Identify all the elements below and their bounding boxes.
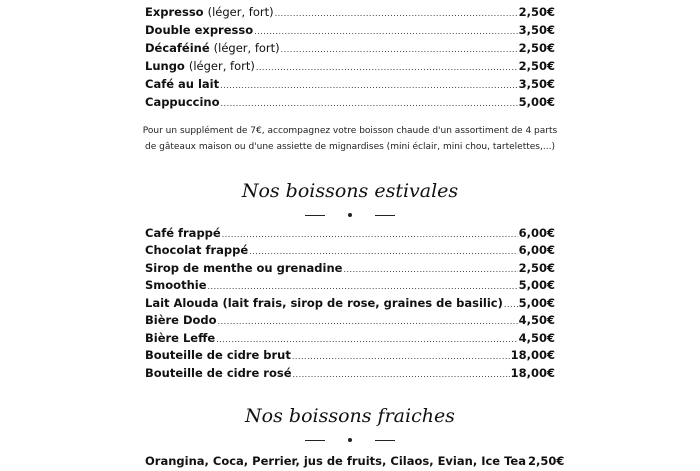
dot-leader: [222, 227, 518, 243]
menu-item: [145, 76, 555, 94]
menu-item: [145, 295, 555, 313]
dot-leader: [504, 297, 518, 313]
item-price: 4,50€: [518, 331, 555, 345]
item-price: 5,00€: [518, 296, 555, 310]
section-divider: [305, 435, 395, 445]
menu-item: [145, 40, 555, 58]
supplement-note-line: Pour un supplément de 7€, accompagnez votre boisson chaude d'un assortiment de 4 parts: [142, 126, 558, 136]
item-price: 5,00€: [518, 95, 555, 109]
supplement-note: [100, 123, 600, 155]
section-divider: [305, 210, 395, 220]
menu-item: [145, 94, 555, 112]
dot-leader: [343, 262, 517, 278]
item-name: Bouteille de cidre rosé: [145, 366, 292, 380]
menu-item: [145, 242, 555, 260]
menu-item: [145, 4, 555, 22]
item-name: Lait Alouda (lait frais, sirop de rose, graines de basilic): [145, 296, 503, 310]
menu-item: [145, 365, 555, 383]
dot-leader: [293, 367, 510, 383]
menu-item: [145, 330, 555, 348]
item-name: Smoothie: [145, 278, 207, 292]
item-name: Expresso: [145, 5, 204, 19]
item-note: (léger, fort): [213, 41, 280, 55]
item-price: 18,00€: [510, 348, 555, 362]
supplement-note-line: de gâteaux maison ou d'une assiette de mignardises (mini éclair, mini chou, tartelettes,...): [145, 142, 555, 152]
item-price: 6,00€: [518, 243, 555, 257]
item-name: Double expresso: [145, 23, 254, 37]
menu-item: [145, 277, 555, 295]
menu-item: [145, 58, 555, 76]
menu-item: [145, 225, 555, 243]
dot-leader: [218, 314, 518, 330]
item-price: 3,50€: [518, 23, 555, 37]
item-name: Bière Dodo: [145, 313, 217, 327]
item-name: Bouteille de cidre brut: [145, 348, 291, 362]
item-price: 6,00€: [518, 226, 555, 240]
item-name: Sirop de menthe ou grenadine: [145, 261, 343, 275]
item-name: Café au lait: [145, 77, 220, 91]
item-name: Lungo: [145, 59, 185, 73]
item-price: 2,50€: [518, 5, 555, 19]
item-price: 3,50€: [518, 77, 555, 91]
item-name: Cappuccino: [145, 95, 220, 109]
item-name: Chocolat frappé: [145, 243, 249, 257]
dot-leader: [256, 60, 518, 76]
item-name: Orangina, Coca, Perrier, jus de fruits, Cilaos, Evian, Ice Tea: [145, 454, 526, 468]
dot-leader: [292, 349, 510, 365]
dot-leader: [208, 279, 518, 295]
item-note: (léger, fort): [188, 59, 255, 73]
item-name: Décaféiné: [145, 41, 210, 55]
menu-item: [145, 347, 555, 365]
item-price: 18,00€: [510, 366, 555, 380]
menu-item: [145, 260, 555, 278]
dot-leader: [281, 42, 518, 58]
menu-item: [145, 453, 565, 471]
dot-leader: [220, 78, 518, 94]
item-price: 2,50€: [518, 41, 555, 55]
dot-leader: [221, 96, 518, 112]
dot-leader: [216, 332, 517, 348]
item-price: 2,50€: [518, 59, 555, 73]
section-title-summer: Nos boissons estivales: [241, 180, 459, 202]
dot-leader: [249, 244, 517, 260]
section-title-cold: Nos boissons fraiches: [245, 405, 455, 427]
menu-item: [145, 312, 555, 330]
menu-item: [145, 22, 555, 40]
item-price: 5,00€: [518, 278, 555, 292]
item-note: (léger, fort): [207, 5, 274, 19]
item-price: 4,50€: [518, 313, 555, 327]
item-price: 2,50€: [527, 454, 565, 468]
item-name: Café frappé: [145, 226, 221, 240]
item-price: 2,50€: [518, 261, 555, 275]
dot-leader: [254, 24, 517, 40]
dot-leader: [275, 6, 518, 22]
item-name: Bière Leffe: [145, 331, 216, 345]
